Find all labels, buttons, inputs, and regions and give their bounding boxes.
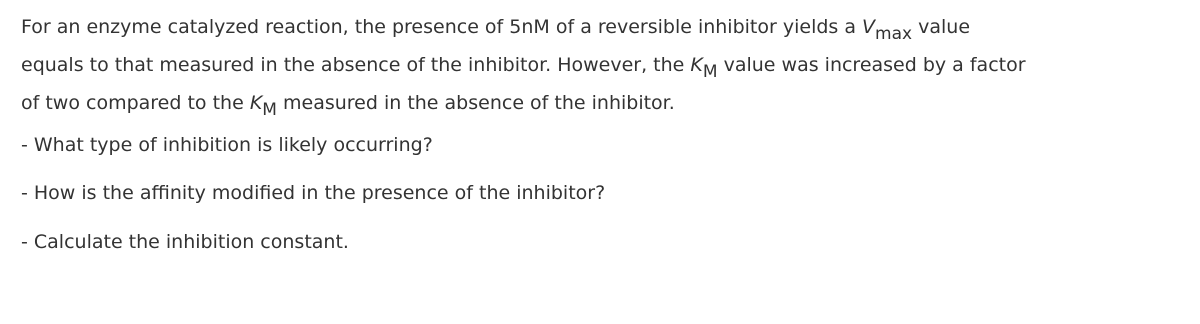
km-symbol: K bbox=[690, 54, 703, 76]
statement-line-2 bbox=[21, 46, 1196, 84]
vmax-symbol: V bbox=[862, 16, 876, 38]
question-affinity: - How is the affinity modified in the presence of the inhibitor? bbox=[21, 182, 606, 204]
question-inhibition-constant: - Calculate the inhibition constant. bbox=[21, 231, 349, 253]
vmax-subscript: max bbox=[875, 24, 913, 44]
statement-text: measured in the absence of the inhibitor. bbox=[276, 92, 675, 114]
km-subscript: M bbox=[702, 62, 718, 82]
statement-text: equals to that measured in the absence of the inhibitor. However, the bbox=[21, 54, 691, 76]
statement-text: value was increased by a factor bbox=[717, 54, 1026, 76]
problem-statement bbox=[21, 8, 1196, 122]
km-subscript: M bbox=[262, 100, 277, 120]
statement-line-1 bbox=[21, 8, 1196, 46]
statement-text: value bbox=[912, 16, 971, 38]
problem-document bbox=[21, 8, 1196, 254]
km-symbol: K bbox=[249, 92, 263, 114]
statement-text: For an enzyme catalyzed reaction, the presence of 5nM of a reversible inhibitor yields a bbox=[21, 16, 863, 38]
statement-text: of two compared to the bbox=[21, 92, 250, 114]
statement-line-3 bbox=[21, 84, 1196, 122]
question-inhibition-type: - What type of inhibition is likely occurring? bbox=[21, 134, 433, 156]
